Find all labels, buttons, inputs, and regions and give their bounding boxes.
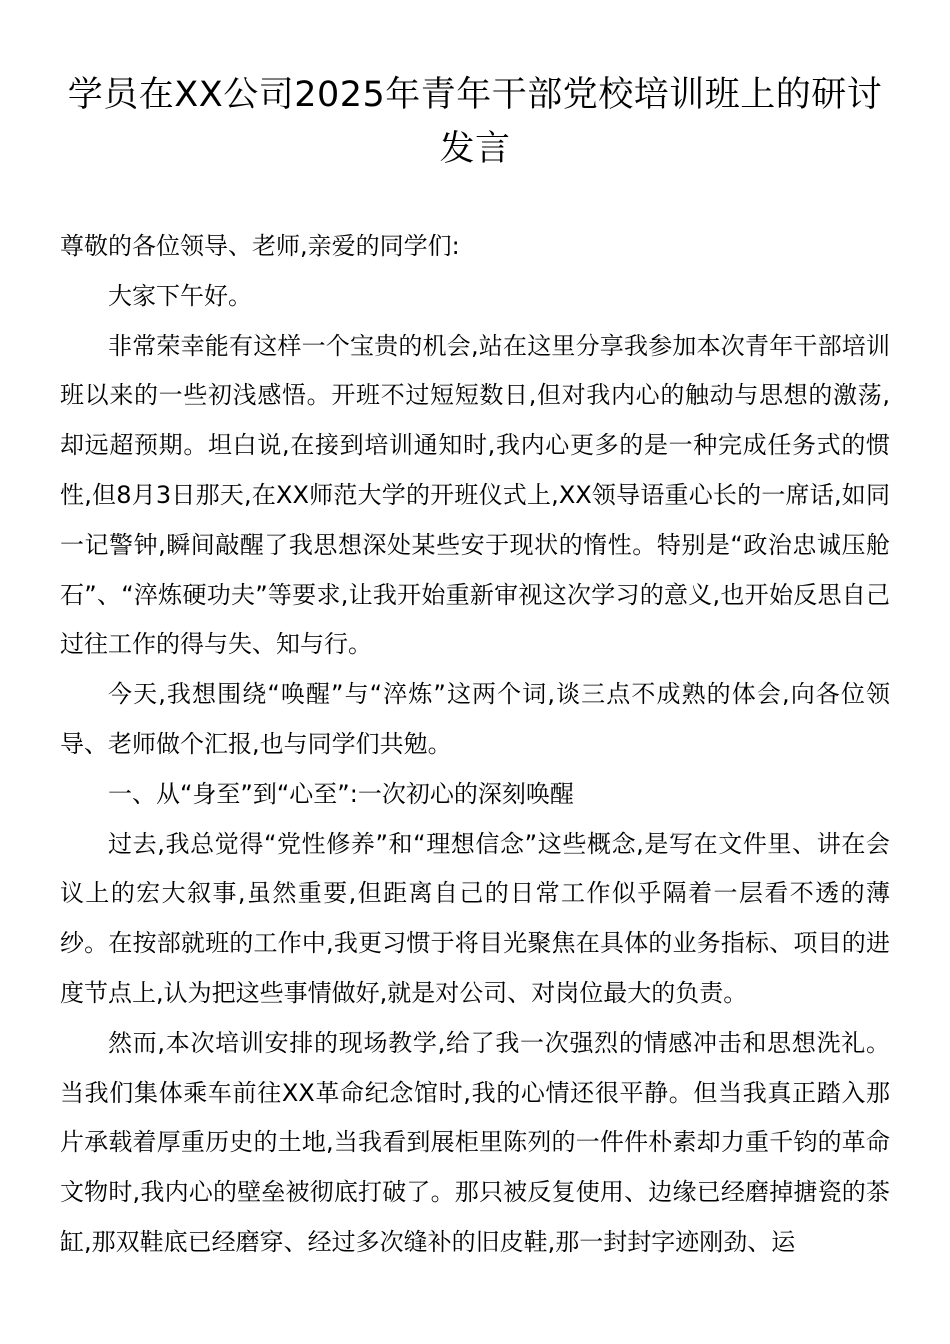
salutation: 尊敬的各位领导、老师,亲爱的同学们: [60,232,460,260]
paragraph-outline: 今天,我想围绕“唤醒”与“淬炼”这两个词,谈三点不成熟的体会,向各位领导、老师做个汇报,也与同学们共勉。 [60,680,890,758]
paragraph-field-teaching: 然而,本次培训安排的现场教学,给了我一次强烈的情感冲击和思想洗礼。当我们集体乘车前往XX革命纪念馆时,我的心情还很平静。但当我真正踏入那片承载着厚重历史的土地,当我看到展柜里陈列的一件件朴素却力重千钧的革命文物时,我内心的壁垒被彻底打破了。那只被反复使用、边缘已经磨掉搪瓷的茶缸,那双鞋底已经磨穿、经过多次缝补的旧皮鞋,那一封封字迹刚劲、运 [60,1028,890,1256]
paragraph-greeting: 大家下午好。 [108,281,252,310]
document-title: 学员在XX公司2025年青年干部党校培训班上的研讨发言 [67,75,883,169]
paragraph-introduction: 非常荣幸能有这样一个宝贵的机会,站在这里分享我参加本次青年干部培训班以来的一些初浅感悟。开班不过短短数日,但对我内心的触动与思想的激荡,却远超预期。坦白说,在接到培训通知时,我内心更多的是一种完成任务式的惯性,但8月3日那天,在XX师范大学的开班仪式上,XX领导语重心长的一席话,如同一记警钟,瞬间敲醒了我思想深处某些安于现状的惰性。特别是“政治忠诚压舱石”、“淬炼硬功夫”等要求,让我开始重新审视这次学习的意义,也开始反思自己过往工作的得与失、知与行。 [60,331,890,659]
document-body [60,222,890,1268]
paragraph-past-reflection: 过去,我总觉得“党性修养”和“理想信念”这些概念,是写在文件里、讲在会议上的宏大叙事,虽然重要,但距离自己的日常工作似乎隔着一层看不透的薄纱。在按部就班的工作中,我更习惯于将目光聚焦在具体的业务指标、项目的进度节点上,认为把这些事情做好,就是对公司、对岗位最大的负责。 [60,829,890,1007]
section-heading-1: 一、从“身至”到“心至”:一次初心的深刻唤醒 [108,779,574,808]
